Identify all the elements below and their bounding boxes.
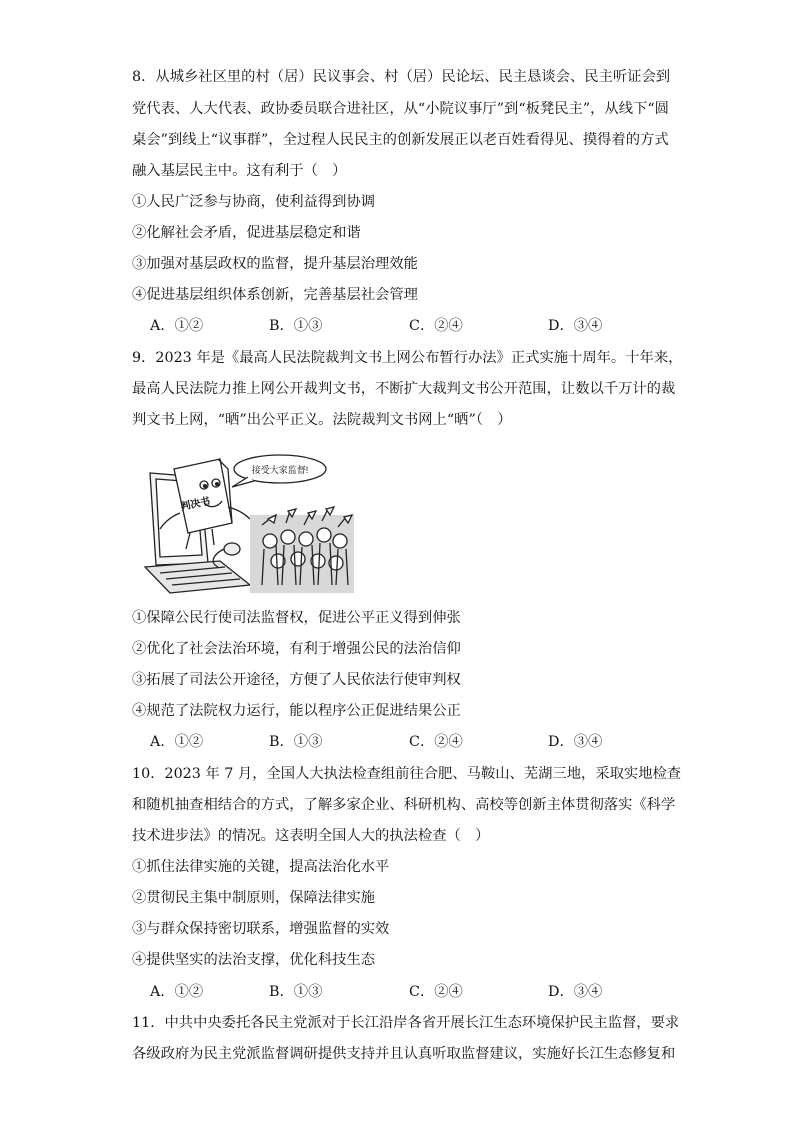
q10-option-c[interactable]: C．②④ — [409, 984, 463, 1000]
q8-option-b[interactable]: B．①③ — [269, 318, 323, 334]
q8-statement-2: ②化解社会矛盾，促进基层稳定和谐 — [132, 225, 361, 241]
q10-stem-line-3: 技术进步法》的情况。这表明全国人大的执法检查（ ） — [132, 828, 490, 844]
q9-cartoon-illustration — [140, 445, 358, 595]
q11-stem-line-2: 各级政府为民主党派监督调研提供支持并且认真听取监督建议，实施好长江生态修复和 — [132, 1046, 676, 1062]
q9-option-d[interactable]: D．③④ — [548, 734, 603, 750]
q9-statement-1: ①保障公民行使司法监督权，促进公平正义得到伸张 — [132, 610, 461, 626]
q11-stem-line-1: 11．中共中央委托各民主党派对于长江沿岸各省开展长江生态环境保护民主监督，要求 — [132, 1015, 680, 1031]
judgment-document-label: 判决书 — [179, 496, 212, 514]
q9-option-c[interactable]: C．②④ — [409, 734, 463, 750]
q10-option-a[interactable]: A．①② — [150, 984, 204, 1000]
q9-stem-line-3: 判文书上网，“晒”出公平正义。法院裁判文书网上“晒”（ ） — [132, 412, 512, 428]
q8-option-d[interactable]: D．③④ — [548, 318, 603, 334]
q10-statement-2: ②贯彻民主集中制原则，保障法律实施 — [132, 890, 376, 906]
q8-option-c[interactable]: C．②④ — [409, 318, 463, 334]
q8-option-a[interactable]: A．①② — [150, 318, 204, 334]
q9-statement-2: ②优化了社会法治环境，有利于增强公民的法治信仰 — [132, 641, 461, 657]
q8-stem-line-4: 融入基层民主中。这有利于（ ） — [132, 163, 347, 179]
q10-statement-4: ④提供坚实的法治支撑，优化科技生态 — [132, 952, 376, 968]
q10-statement-3: ③与群众保持密切联系，增强监督的实效 — [132, 921, 390, 937]
q10-stem-line-1: 10．2023 年 7 月，全国人大执法检查组前往合肥、马鞍山、芜湖三地，采取实地检查 — [132, 766, 682, 782]
q8-statement-3: ③加强对基层政权的监督，提升基层治理效能 — [132, 256, 418, 272]
q9-stem-line-2: 最高人民法院力推上网公开裁判文书，不断扩大裁判文书公开范围，让数以千万计的裁 — [132, 381, 676, 397]
speech-bubble-text: 接受大家监督! — [251, 465, 309, 475]
q10-option-b[interactable]: B．①③ — [269, 984, 323, 1000]
q8-statement-1: ①人民广泛参与协商，使利益得到协调 — [132, 194, 376, 210]
q8-stem-line-3: 桌会”到线上“议事群”，全过程人民民主的创新发展正以老百姓看得见、摸得着的方式 — [132, 132, 669, 148]
q10-option-d[interactable]: D．③④ — [548, 984, 603, 1000]
q9-statement-3: ③拓展了司法公开途径，方便了人民依法行使审判权 — [132, 672, 461, 688]
q8-stem-line-2: 党代表、人大代表、政协委员联合进社区，从“小院议事厅”到“板凳民主”，从线下“圆 — [132, 101, 669, 117]
q9-stem-line-1: 9．2023 年是《最高人民法院裁判文书上网公布暂行办法》正式实施十周年。十年来， — [132, 350, 683, 366]
q8-stem-line-1: 8．从城乡社区里的村（居）民议事会、村（居）民论坛、民主恳谈会、民主听证会到 — [132, 69, 671, 85]
q10-stem-line-2: 和随机抽查相结合的方式，了解多家企业、科研机构、高校等创新主体贯彻落实《科学 — [132, 797, 676, 813]
q8-statement-4: ④促进基层组织体系创新，完善基层社会管理 — [132, 287, 418, 303]
q10-statement-1: ①抓住法律实施的关键，提高法治化水平 — [132, 859, 390, 875]
q9-option-a[interactable]: A．①② — [150, 734, 204, 750]
q9-option-b[interactable]: B．①③ — [269, 734, 323, 750]
q9-statement-4: ④规范了法院权力运行，能以程序公正促进结果公正 — [132, 703, 461, 719]
